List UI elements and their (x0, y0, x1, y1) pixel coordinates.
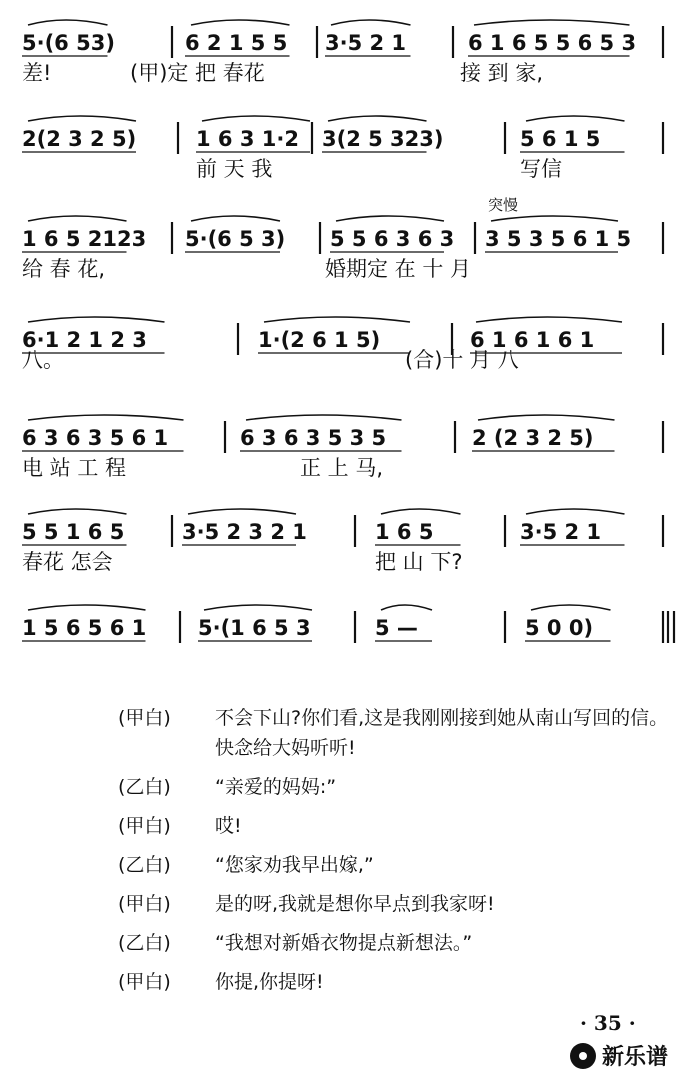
page-number: · 35 · (580, 1011, 636, 1035)
slur-arc (478, 415, 615, 420)
slur-arc (531, 605, 611, 610)
dialogue-text: “我想对新婚衣物提点新想法。” (215, 932, 473, 954)
slur-arc (28, 509, 127, 514)
slur-arc (202, 116, 310, 121)
slur-arc (336, 216, 444, 221)
dialogue-text: “亲爱的妈妈:” (215, 776, 337, 798)
slur-arc (246, 415, 402, 420)
lyric-line: (甲)定 把 春花 (130, 61, 265, 85)
dialogue-text: 哎! (215, 815, 242, 837)
dialogue-text: 是的呀,我就是想你早点到我家呀! (215, 893, 495, 915)
lyric-line: 正 上 马, (300, 456, 384, 480)
notation-group: 5 — (375, 616, 418, 640)
lyric-line: 接 到 家, (460, 61, 544, 85)
lyric-line: 八。 (22, 348, 64, 372)
record-disc-icon (570, 1043, 596, 1069)
dialogue-line (118, 850, 678, 880)
notation-group: 3·5 2 1 (520, 520, 602, 544)
slur-arc (526, 116, 625, 121)
speaker-label: (甲白) (118, 707, 171, 729)
slur-arc (491, 216, 618, 221)
notation-group: 6 3 6 3 5 3 5 (240, 426, 387, 450)
notation-group: 6 1 6 5 5 6 5 3 (468, 31, 637, 55)
lyric-line: 给 春 花, (22, 257, 106, 281)
lyric-line: 婚期定 在 十 月 (325, 257, 472, 281)
notation-group: 6 1 6 1 6 1 (470, 328, 595, 352)
dialogue-line (118, 889, 678, 919)
notation-group: 2 (2 3 2 5) (472, 426, 594, 450)
speaker-label: (甲白) (118, 815, 171, 837)
slur-arc (188, 509, 296, 514)
slur-arc (28, 20, 108, 25)
slur-arc (28, 415, 184, 420)
notation-group: 5·(1 6 5 3 (198, 616, 311, 640)
notation-group: 1 6 3 1·2 (196, 127, 299, 151)
notation-group: 5 5 6 3 6 3 (330, 227, 455, 251)
dialogue-line (118, 703, 678, 763)
dialogue-text: 不会下山?你们看,这是我刚刚接到她从南山写回的信。快念给大妈听听! (215, 707, 669, 759)
slur-arc (204, 605, 312, 610)
notation-group: 3 5 3 5 6 1 5 (485, 227, 632, 251)
notation-group: 3·5 2 3 2 1 (182, 520, 307, 544)
lyric-line: 差! (22, 61, 52, 85)
notation-group: 2(2 3 2 5) (22, 127, 137, 151)
slur-arc (28, 116, 136, 121)
lyric-line: 前 天 我 (196, 157, 273, 181)
lyric-line: 电 站 工 程 (22, 456, 127, 480)
notation-group: 1 5 6 5 6 1 (22, 616, 147, 640)
watermark-text: 新乐谱 (602, 1045, 669, 1070)
notation-group: 3·5 2 1 (325, 31, 407, 55)
slur-arc (191, 20, 290, 25)
slur-arc (381, 605, 432, 610)
slur-arc (328, 116, 427, 121)
dialogue-line (118, 928, 678, 958)
tempo-annotation: 突慢 (488, 196, 519, 214)
speaker-label: (甲白) (118, 971, 171, 993)
notation-group: 1 6 5 2123 (22, 227, 147, 251)
slur-arc (476, 317, 622, 322)
slur-arc (191, 216, 280, 221)
watermark-logo (570, 1040, 668, 1071)
notation-group: 1 6 5 (375, 520, 434, 544)
slur-arc (381, 509, 461, 514)
dialogue-text: “您家劝我早出嫁,” (215, 854, 374, 876)
speaker-label: (乙白) (118, 932, 171, 954)
speaker-label: (乙白) (118, 854, 171, 876)
slur-arc (331, 20, 411, 25)
notation-group: 6 2 1 5 5 (185, 31, 288, 55)
dialogue-text: 你提,你提呀! (215, 971, 324, 993)
dialogue-line (118, 967, 678, 997)
notation-group: 1·(2 6 1 5) (258, 328, 381, 352)
slur-arc (474, 20, 630, 25)
notation-group: 5·(6 5 3) (185, 227, 286, 251)
lyric-line: (合)十 月 八 (405, 348, 519, 372)
slur-arc (28, 605, 146, 610)
dialogue-line (118, 772, 678, 802)
speaker-label: (甲白) (118, 893, 171, 915)
lyric-line: 把 山 下? (375, 550, 463, 574)
slur-arc (28, 216, 127, 221)
slur-arc (28, 317, 165, 322)
speaker-label: (乙白) (118, 776, 171, 798)
lyric-line: 写信 (520, 157, 562, 181)
notation-group: 6 3 6 3 5 6 1 (22, 426, 169, 450)
notation-group: 5 5 1 6 5 (22, 520, 125, 544)
notation-group: 5 0 0) (525, 616, 594, 640)
notation-group: 3(2 5 323) (322, 127, 444, 151)
lyric-line: 春花 怎会 (22, 550, 113, 574)
dialogue-section (118, 703, 678, 1006)
slur-arc (264, 317, 410, 322)
slur-arc (526, 509, 625, 514)
notation-group: 5·(6 53) (22, 31, 115, 55)
notation-group: 6·1 2 1 2 3 (22, 328, 147, 352)
notation-group: 5 6 1 5 (520, 127, 601, 151)
dialogue-line (118, 811, 678, 841)
